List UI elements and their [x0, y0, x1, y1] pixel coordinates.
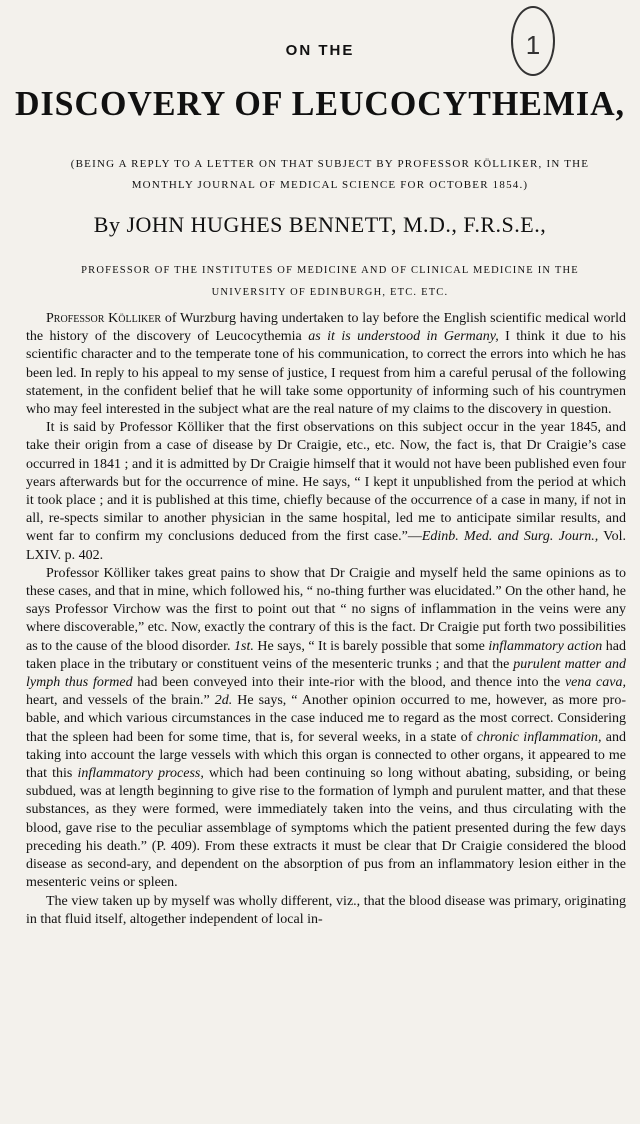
affiliation-line: UNIVERSITY OF EDINBURGH, ETC. ETC. [211, 287, 449, 298]
subtitle-line: MONTHLY JOURNAL OF MEDICAL SCIENCE FOR OCTOBER 1854.) [131, 179, 529, 191]
pre-title: ON THE [285, 42, 355, 59]
emphasis: vena cava, [564, 675, 626, 691]
author-line: By JOHN HUGHES BENNETT, M.D., F.R.S.E., [93, 212, 547, 237]
affiliation-line: PROFESSOR OF THE INSTITUTES OF MEDICINE AND OF CLINICAL MEDICINE IN THE [81, 265, 579, 276]
text-run: I think it due to his scientific character and to the temperate tone of his communication, to correct the errors into which he has been led. In reply to his appeal to my sense of justice, I request from him a careful perusal of the following statement, in the confident belief that he will take some opportunity of informing such of his countrymen who may feel interested in the subject what are the real nature of my claims to the discovery in question. [26, 329, 627, 418]
text-run: which had been continuing so long without abating, subsiding, or being subdued, was at length beginning to give rise to the formation of lymph and purulent matter, and that these substances, as they were formed, were immediately taken into the veins, and thus circulating with the blood, gave rise to the peculiar assemblage of symptoms which the patient presented during the few days preceding his death.” (P. 409). From these extracts it must be clear that Dr Craigie considered the blood disease as second-ary, and dependent on the absorption of pus from an inflammatory lesion either in the mesenteric veins or spleen. [26, 766, 626, 891]
paragraph [26, 419, 626, 565]
paragraph [26, 565, 626, 893]
text-run: The view taken up by myself was wholly different, viz., that the blood disease was primary, originating in that fluid itself, altogether independent of local in- [26, 893, 626, 927]
text-run: had been conveyed into their inte-rior with the blood, and thence into the [132, 675, 565, 691]
author-affiliation [36, 260, 624, 304]
page-title: DISCOVERY OF LEUCOCYTHEMIA, [14, 84, 626, 123]
library-stamp [511, 6, 555, 76]
paragraph [26, 893, 626, 929]
emphasis: as it is understood in Germany, [308, 329, 499, 345]
subtitle-line: (BEING A REPLY TO A LETTER ON THAT SUBJECT BY PROFESSOR KÖLLIKER, IN THE [70, 158, 590, 170]
text-run: It is said by Professor Kölliker that the first observations on this subject occur in the year 1845, and take their origin from a case of disease by Dr Craigie, etc., etc. Now, the fact is, that Dr Craigie’s case occurred in 1841 ; and it is admitted by Dr Craigie himself that it would not have been published even four years afterwards but for the occurrence of mine. He says, “ I kept it unpublished from the period at which it took place ; and it is published at this time, chiefly because of the occurrence of a case in many, if not in all, re-spects similar to another physician in the same hospital, led me to anticipate similar results, and went far to confirm my conclusions deduced from the first case.”— [26, 420, 626, 545]
enumeration: 2d. [214, 693, 233, 709]
text-run: He says, “ Another opinion occurred to me, however, as more pro-bable, and which various circumstances in the case induced me to regard as the most correct. Considering that the spleen had been for some time, that is, for several weeks, in a state of [26, 693, 626, 745]
subtitle [36, 154, 624, 196]
emphasis: inflammatory process, [77, 766, 204, 782]
text-run: Professor Kölliker takes great pains to show that Dr Craigie and myself held the same opinions as to these cases, and that in mine, which followed his, “ no-thing further was elucidated.” On the other hand, he says Professor Virchow was the first to point out that “ no signs of inflammation in the veins were any where discoverable,” etc. Now, exactly the contrary of this is the fact. Dr Craigie put forth two possibilities as to the cause of the blood disorder. [26, 565, 626, 654]
citation: Edinb. Med. and Surg. Journ., [421, 529, 599, 545]
paragraph-lead: Professor Kölliker [46, 311, 162, 326]
text-run: of Wurzburg having undertaken to lay before the English scientific medical world the history of the discovery of Leucocythemia [26, 311, 626, 345]
emphasis: chronic inflammation, [476, 729, 602, 745]
body-text [26, 310, 626, 929]
emphasis: inflammatory action [488, 638, 603, 654]
text-run: had taken place in the tributary or constituent veins of the mesenteric trunks ; and that the [26, 638, 626, 672]
enumeration: 1st. [234, 638, 254, 654]
text-run: heart, and vessels of the brain.” [26, 693, 215, 709]
stamp-number: 1 [525, 30, 541, 60]
text-run: Vol. LXIV. p. 402. [26, 529, 626, 563]
text-run: and taking into account the large vessels with which this organ is connected to other organs, it appeared to me that this [26, 729, 627, 782]
emphasis: purulent matter and lymph thus formed [26, 656, 626, 691]
paragraph [26, 310, 626, 419]
text-run: He says, “ It is barely possible that some [253, 638, 489, 654]
